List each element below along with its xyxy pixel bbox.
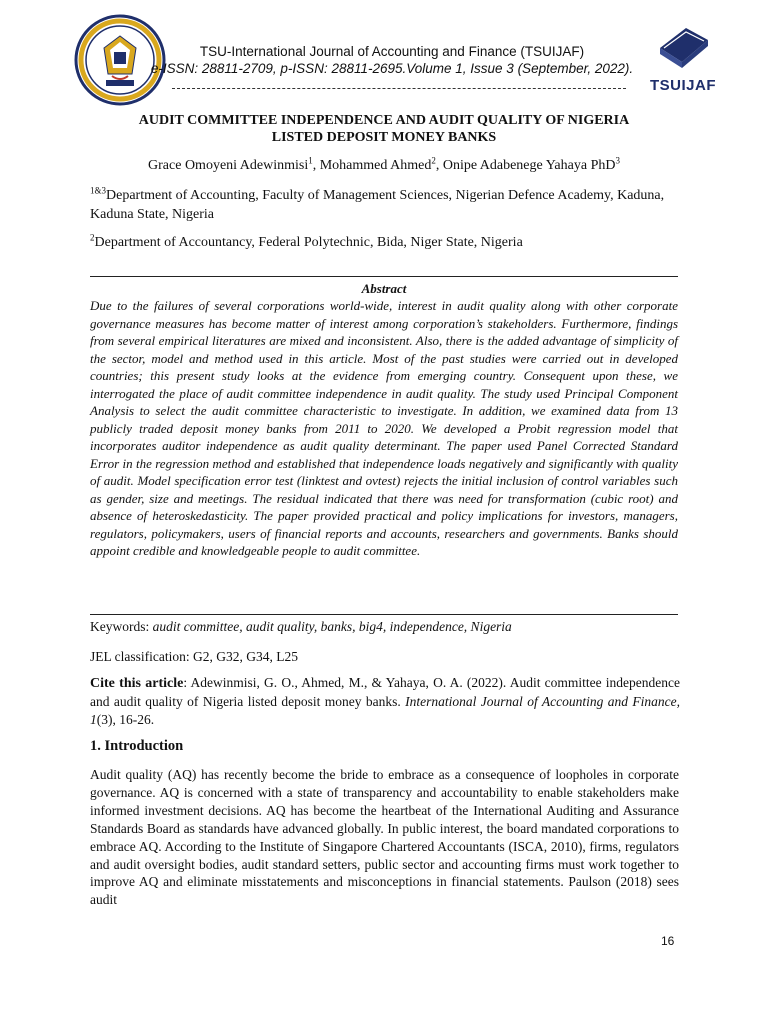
author-2-sup: 2 xyxy=(431,155,436,166)
author-1-sup: 1 xyxy=(308,155,313,166)
jel-classification: JEL classification: G2, G32, G34, L25 xyxy=(90,649,298,664)
keywords-value: audit committee, audit quality, banks, big4, independence, Nigeria xyxy=(152,619,512,634)
university-seal-logo xyxy=(74,14,166,106)
citation-issue: (3), 16-26. xyxy=(96,712,155,727)
author-list: Grace Omoyeni Adewinmisi$^1$, Mohammed Ahmed$^2$, Onipe Adabenege Yahaya PhD$^3$ xyxy=(148,155,620,173)
keywords-label: Keywords: xyxy=(90,619,153,634)
citation-journal: International Journal of Accounting and Finance, 1 xyxy=(90,694,680,727)
abstract-heading: Abstract xyxy=(361,281,407,296)
abstract-top-rule xyxy=(90,276,678,277)
affiliation-2-sup: 2 xyxy=(90,232,95,243)
affiliation-2-text: Department of Accountancy, Federal Polytechnic, Bida, Niger State, Nigeria xyxy=(94,235,523,250)
citation xyxy=(90,674,680,729)
author-1: Grace Omoyeni Adewinmisi xyxy=(148,158,309,173)
paper-title xyxy=(90,112,678,146)
author-2: Mohammed Ahmed xyxy=(319,158,432,173)
title-line-1: AUDIT COMMITTEE INDEPENDENCE AND AUDIT QUALITY OF NIGERIA xyxy=(138,113,630,128)
affiliation-1-sup: 1&3 xyxy=(90,185,107,196)
tsuijaf-logo-text: TSUIJAF xyxy=(650,77,717,94)
page-number: 16 xyxy=(661,934,675,948)
header-divider xyxy=(172,88,626,89)
section-heading: 1. Introduction xyxy=(90,738,184,754)
abstract-bottom-rule xyxy=(90,614,678,615)
affiliation-2 xyxy=(90,233,680,252)
abstract-body: Due to the failures of several corporations world-wide, interest in audit quality along with other corporate governance measures has become matter of interest among corporation’s stakeholders. Furthermore, findings from several empirical literatures are mixed and inconsistent. Also, there is the added advantage of simplicity of the sector, model and method used in this article. Most of the past studies were carried out in developed countries; this present study looks at the evidence from emerging country. Consequent upon these, we interrogated the place of audit committee independence in audit quality. The study used Principal Component Analysis to select the audit committee characteristic to investigate. In addition, we examined data from 13 publicly traded deposit money banks from 2011 to 2020. We developed a Probit regression model that incorporates auditor independence as audit quality determinant. The paper used Panel Corrected Standard Error in the regression method and established that independence loads negatively and significantly with quality of audit. Model specification error test (linktest and ovtest) rejects the initial inclusion of control variables such as gender, size and meetings. The residual indicated that there was need for transformation (cubic root) and absence of heteroskedasticity. The paper provided practical and policy implications for investors, managers, regulators, policymakers, users of financial reports and accounts, researchers and governments. Banks should appoint credible and knowledgeable people to audit committee. xyxy=(90,298,678,558)
journal-name: TSU-International Journal of Accounting and Finance (TSUIJAF) xyxy=(199,44,585,59)
tsuijaf-logo xyxy=(650,22,717,98)
affiliation-1-text: Department of Accounting, Faculty of Management Sciences, Nigerian Defence Academy, Kaduna, Kaduna State, Nigeria xyxy=(90,188,665,222)
issn-line: e-ISSN: 28811-2709, p-ISSN: 28811-2695.Volume 1, Issue 3 (September, 2022). xyxy=(150,61,634,76)
author-3-sup: 3 xyxy=(615,155,620,166)
author-3: Onipe Adabenege Yahaya PhD xyxy=(442,158,616,173)
citation-text: : Adewinmisi, G. O., Ahmed, M., & Yahaya, O. A. (2022). Audit committee independence and audit quality of Nigeria listed deposit money banks. xyxy=(90,675,680,709)
section-body: Audit quality (AQ) has recently become the bride to embrace as a consequence of loopholes in corporate governance. AQ is concerned with a state of transparency and accountability to enable stakeholders make informed investment decisions. AQ has become the heartbeat of the International Auditing and Assurance Standards Board as standards have advanced globally. In public interest, the board mandated corporations to embrace AQ. According to the Institute of Singapore Chartered Accountants (ISCA, 2010), firms, regulators and audit oversight bodies, audit standard setters, public sector and accounting firms must work together to improve AQ and eliminate misstatements and misconceptions in financial statements. Paulson (2018) sees audit xyxy=(90,767,679,908)
title-line-2: LISTED DEPOSIT MONEY BANKS xyxy=(271,130,497,145)
keywords xyxy=(90,619,512,635)
citation-label: Cite this article xyxy=(90,676,184,691)
affiliation-1 xyxy=(90,186,680,224)
